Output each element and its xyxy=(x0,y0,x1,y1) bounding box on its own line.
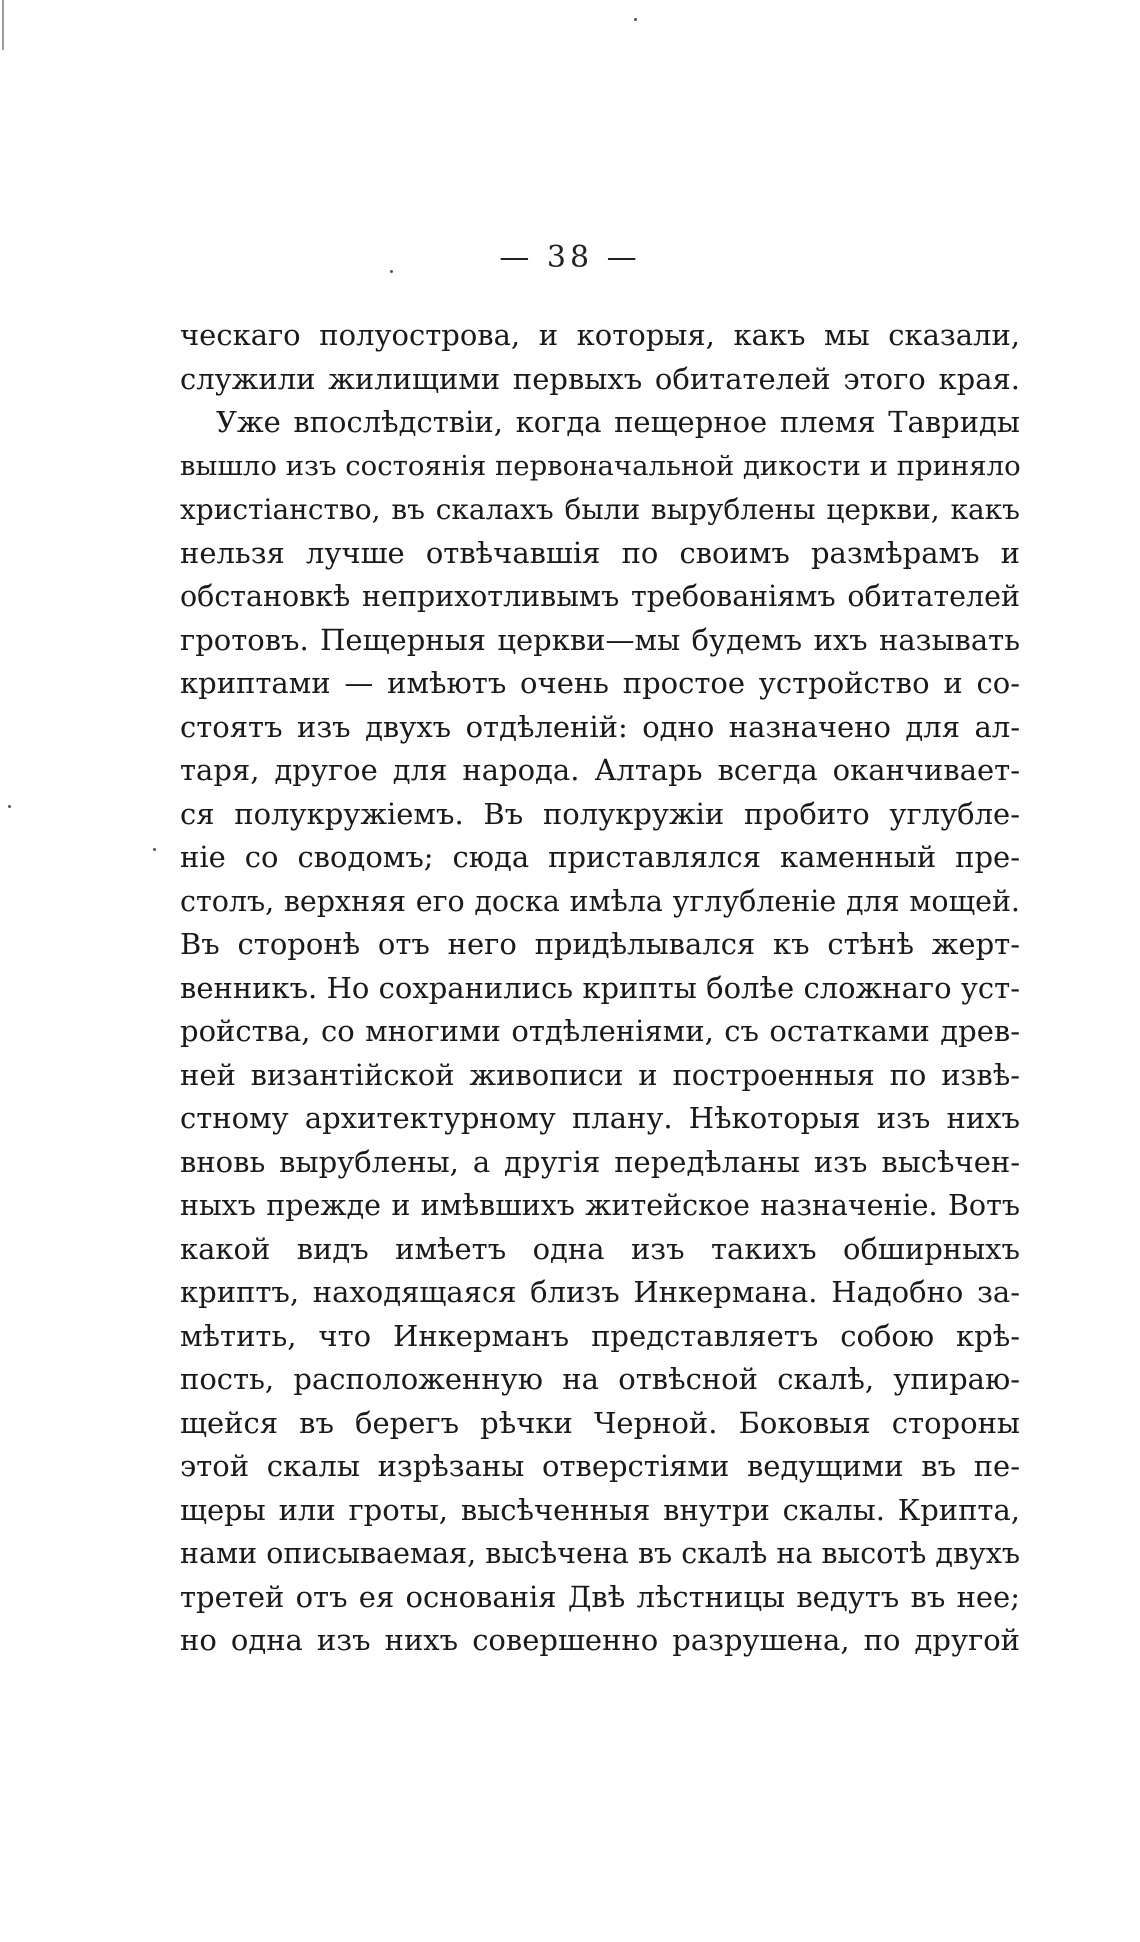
text-line: стному архитектурному плану. Нѣкоторыя изъ нихъ xyxy=(180,1101,1020,1135)
scan-speck xyxy=(153,848,156,851)
text-line: служили жилищими первыхъ обитателей этого края. xyxy=(180,361,1020,396)
text-line: обстановкѣ неприхотливымъ требованіямъ обитателей xyxy=(180,580,1020,613)
text-line: вновь вырублены, а другія передѣланы изъ высѣчен- xyxy=(180,1144,1020,1179)
scan-speck xyxy=(634,18,637,21)
text-line: стоятъ изъ двухъ отдѣленій: одно назначено для ал- xyxy=(180,709,1020,744)
text-line: третей отъ ея основанія Двѣ лѣстницы ведутъ въ нее; xyxy=(180,1579,1020,1614)
text-line: Уже впослѣдствіи, когда пещерное племя Тавриды xyxy=(216,405,1020,439)
text-line: Въ сторонѣ отъ него придѣлывался къ стѣнѣ жерт- xyxy=(180,927,1020,961)
text-line: пость, расположенную на отвѣсной скалѣ, упираю- xyxy=(180,1362,1020,1396)
text-line: криптами — имѣютъ очень простое устройство и со- xyxy=(180,666,1020,700)
text-line: христіанство, въ скалахъ были вырублены церкви, какъ xyxy=(180,493,1020,526)
text-line: ней византійской живописи и построенныя по извѣ- xyxy=(180,1057,1020,1092)
page-edge-mark xyxy=(2,0,4,50)
text-line: ся полукружіемъ. Въ полукружіи пробито углубле- xyxy=(180,796,1020,831)
text-line: вышло изъ состоянія первоначальной дикости и приняло xyxy=(180,449,1021,482)
body-text xyxy=(180,314,1020,1663)
text-line: щеры или гроты, высѣченныя внутри скалы. Крипта, xyxy=(180,1492,1020,1527)
text-line: венникъ. Но сохранились крипты болѣе сложнаго уст- xyxy=(180,970,1020,1005)
text-line: щейся въ берегъ рѣчки Черной. Боковыя стороны xyxy=(180,1405,1020,1440)
page-number: — 38 — xyxy=(499,240,641,275)
text-line: гротовъ. Пещерныя церкви—мы будемъ ихъ называть xyxy=(180,622,1020,657)
text-line: криптъ, находящаяся близъ Инкермана. Надобно за- xyxy=(180,1275,1020,1309)
text-line: мѣтить, что Инкерманъ представляетъ собою крѣ- xyxy=(180,1318,1020,1353)
text-line: ческаго полуострова, и которыя, какъ мы сказали, xyxy=(180,318,1020,352)
text-line: но одна изъ нихъ совершенно разрушена, по другой xyxy=(180,1623,1020,1657)
text-line: нами описываемая, высѣчена въ скалѣ на высотѣ двухъ xyxy=(180,1537,1020,1570)
text-line: этой скалы изрѣзаны отверстіями ведущими въ пе- xyxy=(180,1449,1020,1483)
text-line: таря, другое для народа. Алтарь всегда оканчивает- xyxy=(180,753,1020,787)
text-line: ройства, со многими отдѣленіями, съ остатками древ- xyxy=(180,1014,1020,1048)
text-line: столъ, верхняя его доска имѣла углубленіе для мощей. xyxy=(180,884,1020,918)
text-line: нельзя лучше отвѣчавшія по своимъ размѣрамъ и xyxy=(180,535,1020,570)
text-line: ніе со сводомъ; сюда приставлялся каменный пре- xyxy=(180,840,1020,874)
text-line: какой видъ имѣетъ одна изъ такихъ обширныхъ xyxy=(180,1231,1020,1266)
text-line: ныхъ прежде и имѣвшихъ житейское назначеніе. Вотъ xyxy=(180,1189,1020,1222)
scan-speck xyxy=(8,805,11,808)
